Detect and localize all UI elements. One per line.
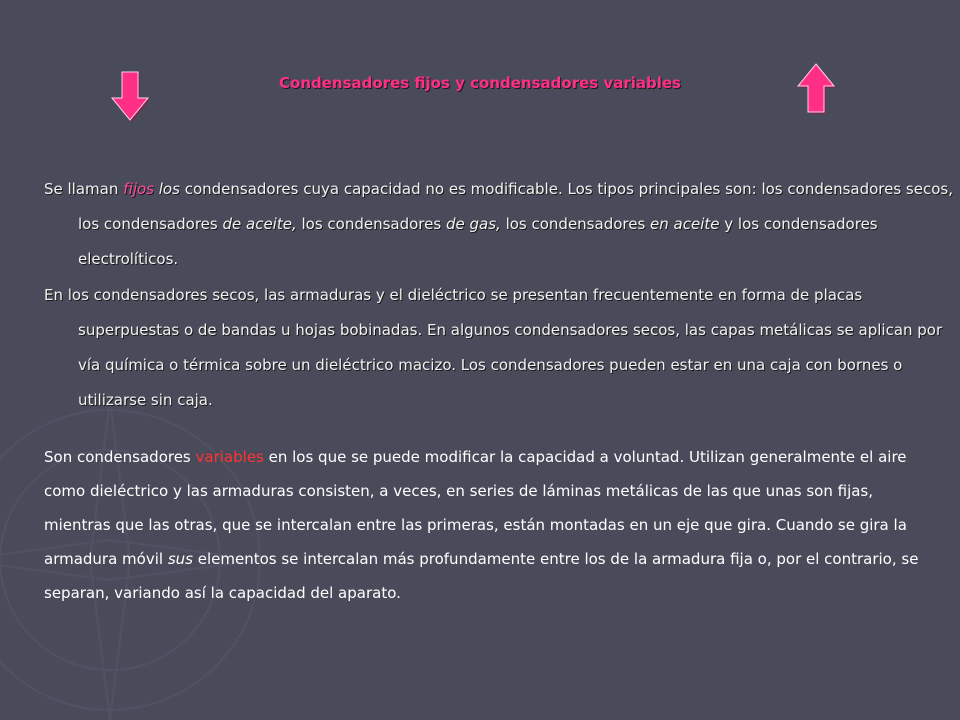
emphasis-fijos: fijos <box>123 180 154 198</box>
text-run: y los condensadores electrolíticos. <box>78 215 878 268</box>
arrow-down-icon[interactable] <box>110 70 150 122</box>
emphasis-sus: sus <box>167 550 193 568</box>
emphasis-gas: de gas, <box>445 215 501 233</box>
text-run: Son condensadores <box>44 448 196 466</box>
text-run: Se llaman <box>44 180 124 198</box>
emphasis-aceite: de aceite, <box>222 215 297 233</box>
paragraph-fixed-capacitors <box>44 172 958 277</box>
text-run: los condensadores <box>296 215 446 233</box>
paragraph-dry-capacitors: En los condensadores secos, las armaduras y el dieléctrico se presentan frecuentemente en forma de placas superpuestas o de bandas u hojas bobinadas. En algunos condensadores secos, las capas metálicas se aplican por vía química o térmica sobre un dieléctrico macizo. Los condensadores pueden estar en una caja con bornes o utilizarse sin caja. <box>44 286 943 409</box>
paragraph-variable-capacitors <box>44 440 928 610</box>
text-run: los condensadores <box>500 215 651 233</box>
slide-title: Condensadores fijos y condensadores variables <box>279 74 681 92</box>
emphasis-variables: variables <box>195 448 264 466</box>
text-run: condensadores cuya capacidad no es modificable. Los tipos principales son: los condensadores secos, los condensadores <box>78 180 953 233</box>
text-run: en los que se puede modificar la capacidad a voluntad. Utilizan generalmente el aire como dieléctrico y las armaduras consisten, a veces, en series de láminas metálicas de las que unas son fijas, mientras que las otras, que se intercalan entre las primeras, están montadas en un eje que gira. Cuando se gira la armadura móvil <box>44 448 907 568</box>
arrow-up-icon[interactable] <box>796 62 836 114</box>
emphasis-los: los <box>158 180 180 198</box>
emphasis-en-aceite: en aceite <box>650 215 720 233</box>
text-run: elementos se intercalan más profundamente entre los de la armadura fija o, por el contrario, se separan, variando así la capacidad del aparato. <box>44 550 919 602</box>
